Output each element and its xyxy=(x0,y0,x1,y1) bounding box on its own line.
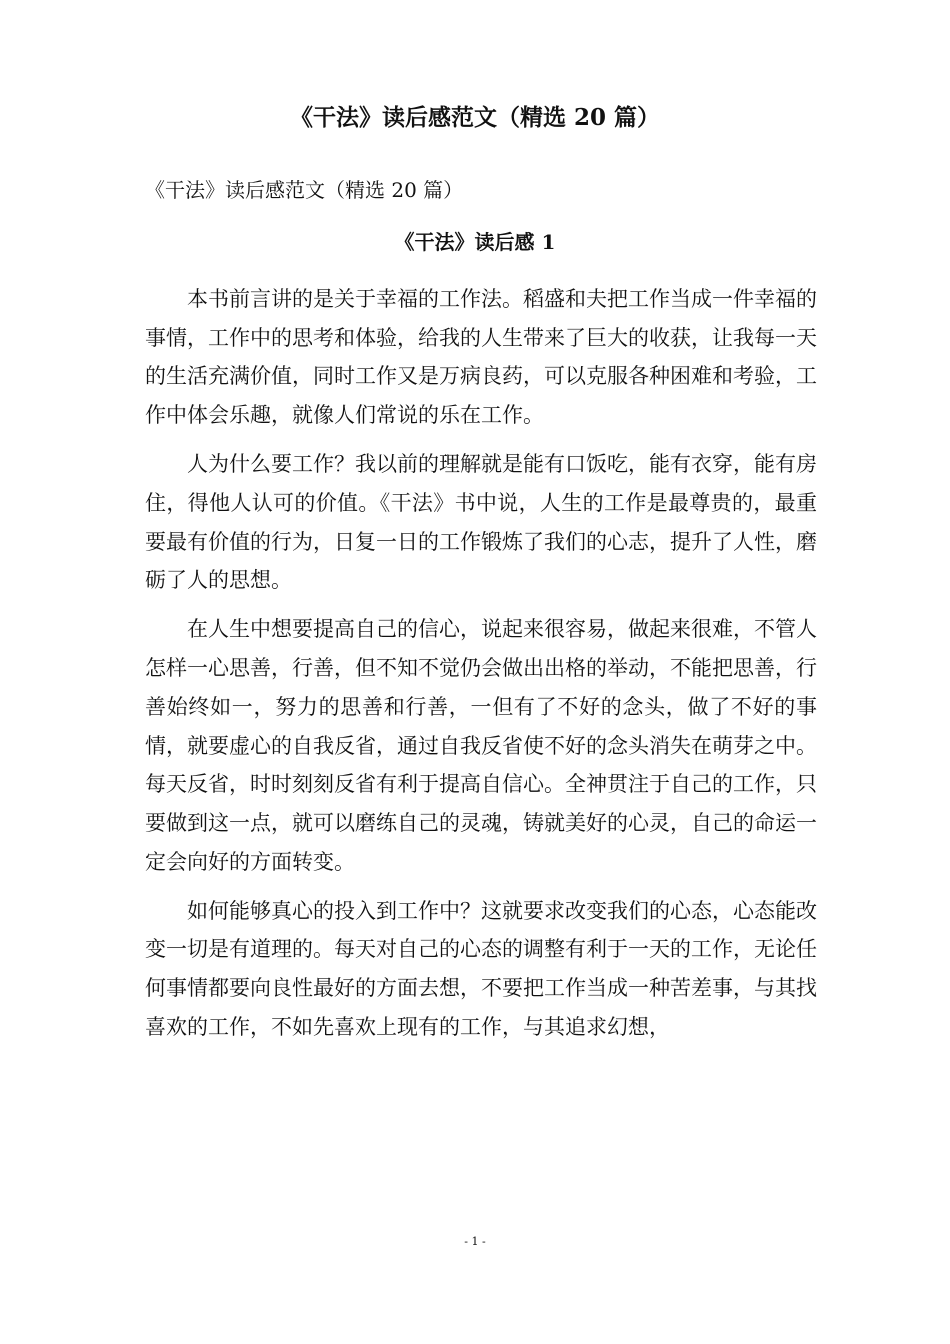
document-subtitle: 《干法》读后感范文（精选 20 篇） xyxy=(145,178,464,202)
paragraph-4: 如何能够真心的投入到工作中？这就要求改变我们的心态，心态能改变一切是有道理的。每天对自己的心态的调整有利于一天的工作，无论任何事情都要向良性最好的方面去想，不要把工作当成一种苦差事，与其找喜欢的工作，不如先喜欢上现有的工作，与其追求幻想， xyxy=(145,898,817,1039)
paragraph-3: 在人生中想要提高自己的信心，说起来很容易，做起来很难，不管人怎样一心思善，行善，但不知不觉仍会做出出格的举动，不能把思善，行善始终如一，努力的思善和行善，一但有了不好的念头，做了不好的事情，就要虚心的自我反省，通过自我反省使不好的念头消失在萌芽之中。每天反省，时时刻刻反省有利于提高自信心。全神贯注于自己的工作，只要做到这一点，就可以磨练自己的灵魂，铸就美好的心灵，自己的命运一定会向好的方面转变。 xyxy=(145,617,817,874)
paragraph-2: 人为什么要工作？我以前的理解就是能有口饭吃，能有衣穿，能有房住，得他人认可的价值。《干法》书中说，人生的工作是最尊贵的，最重要最有价值的行为，日复一日的工作锻炼了我们的心志，提升了人性，磨砺了人的思想。 xyxy=(145,452,817,593)
paragraph-1: 本书前言讲的是关于幸福的工作法。稻盛和夫把工作当成一件幸福的事情，工作中的思考和体验，给我的人生带来了巨大的收获，让我每一天的生活充满价值，同时工作又是万病良药，可以克服各种困难和考验，工作中体会乐趣，就像人们常说的乐在工作。 xyxy=(145,287,817,428)
page-number: - 1 - xyxy=(464,1235,486,1248)
document-title: 《干法》读后感范文（精选 20 篇） xyxy=(289,104,661,131)
body-text xyxy=(145,280,817,1057)
section-heading: 《干法》读后感 1 xyxy=(394,230,556,254)
